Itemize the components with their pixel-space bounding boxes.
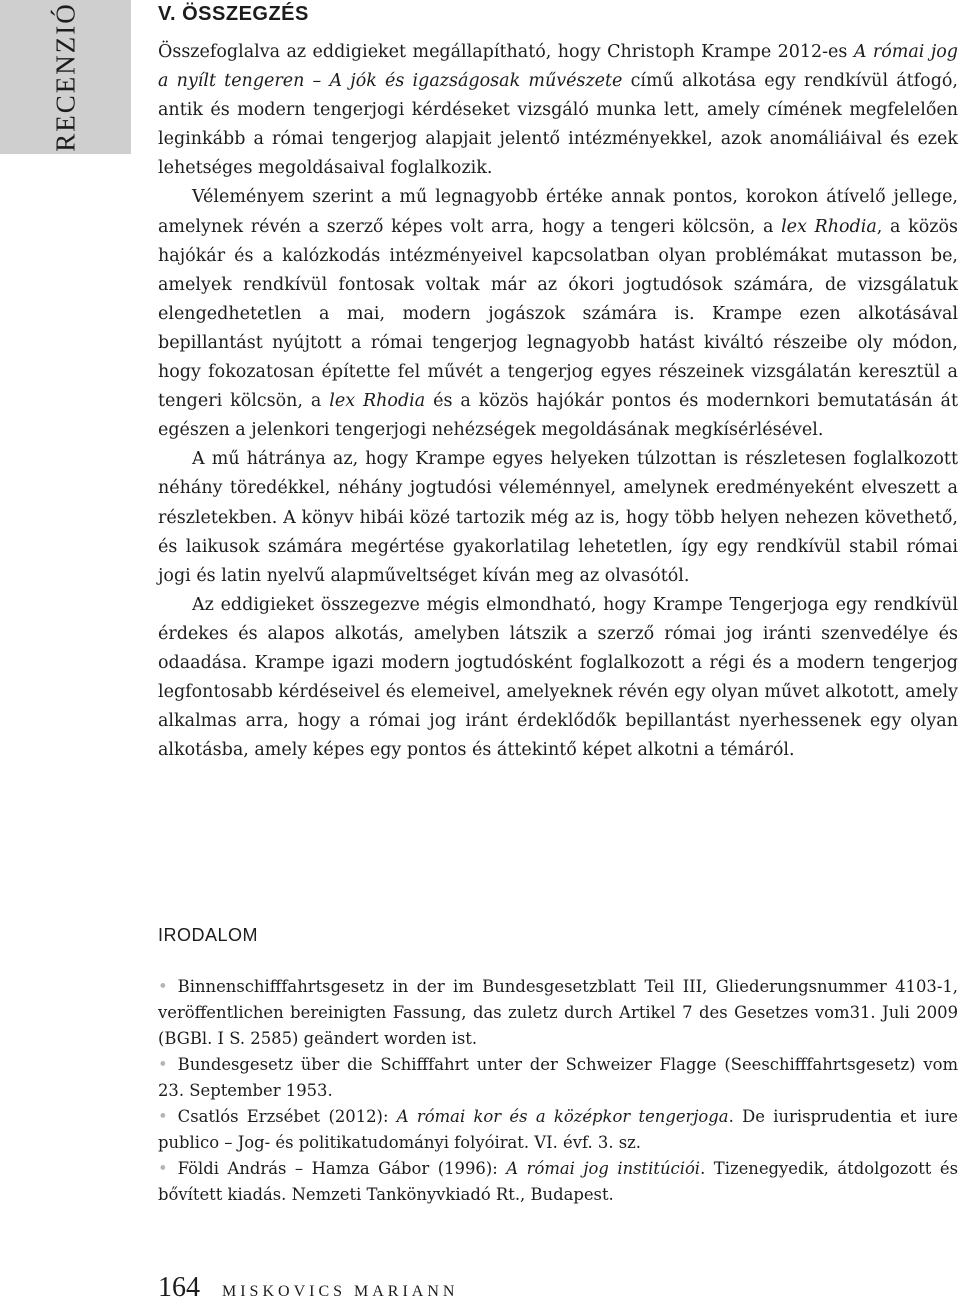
paragraph-4: Az eddigieket összegezve mégis elmondható, hogy Krampe Tengerjoga egy rendkívül érdekes és alapos alkotás, amelyben látszik a szerző római jog iránti szenvedélye és odaadása. Krampe igazi modern jogtudósként foglalkozott a régi és a modern tengerjog legfontosabb kérdéseivel és elemeivel, amelyeknek révén egy olyan művet alkotott, amely alkalmas arra, hogy a római jog iránt érdeklődők bepillantást nyerhessenek egy olyan alkotásba, amely képes egy pontos és áttekintő képet alkotni a témáról. bbox=[158, 594, 958, 761]
section-heading: V. ÖSSZEGZÉS bbox=[158, 3, 309, 25]
side-label: RECENZIÓ bbox=[50, 2, 81, 152]
references-heading: IRODALOM bbox=[158, 925, 259, 945]
page-number: 164 bbox=[158, 1272, 200, 1303]
paragraph-3: A mű hátránya az, hogy Krampe egyes helyeken túlzottan is részletesen foglalkozott néhány töredékkel, néhány jogtudósi véleménnyel, amelynek eredményeként elveszett a részletekben. A könyv hibái közé tartozik még az is, hogy több helyen nehezen követhető, és laikusok számára megértése gyakorlatilag lehetetlen, így egy rendkívül stabil római jogi és latin nyelvű alapműveltséget kíván meg az olvasótól. bbox=[158, 449, 958, 586]
author-name: MISKOVICS MARIANN bbox=[222, 1283, 459, 1300]
reference-item: • Bundesgesetz über die Schifffahrt unter der Schweizer Flagge (Seeschifffahrtsgesetz) vom 23. September 1953. bbox=[158, 1055, 958, 1100]
paragraph-1: Összefoglalva az eddigieket megállapítható, hogy Christoph Krampe 2012-es A római jog a nyílt tengeren – A jók és igazságosak művészete című alkotása egy rendkívül átfogó, antik és modern tengerjogi kérdéseket vizsgáló munka lett, amely címének megfelelően leginkább a római tengerjog alapjait jelentő intézményekkel, azok anomáliáival és ezek lehetséges megoldásaival foglalkozik. bbox=[158, 42, 958, 179]
main-content bbox=[158, 0, 958, 765]
paragraph-2: Véleményem szerint a mű legnagyobb értéke annak pontos, korokon átívelő jellege, amelynek révén a szerző képes volt arra, hogy a tengeri kölcsön, a lex Rhodia, a közös hajókár és a kalózkodás intézményeivel kapcsolatban olyan problémákat mutasson be, amelyek rendkívül fontosak voltak már az ókori jogtudósok számára, de vizsgálatuk elengedhetetlen a mai, modern jogászok számára is. Krampe ezen alkotásával bepillantást nyújtott a római tengerjog legnagyobb hatást kiváltó részeibe oly módon, hogy fokozatosan építette fel művét a tengerjog egyes részeinek vizsgálatán keresztül a tengeri kölcsön, a lex Rhodia és a közös hajókár pontos és modernkori bemutatásán át egészen a jelenkori tengerjogi nehézségek megoldásának megkísérlésével. bbox=[158, 187, 958, 441]
section-tab bbox=[0, 0, 131, 154]
reference-item: • Binnenschifffahrtsgesetz in der im Bundesgesetzblatt Teil III, Gliederungsnummer 4103-1, veröffentlichen bereinigten Fassung, das zuletz durch Artikel 7 des Gesetzes vom31. Juli 2009 (BGBl. I S. 2585) geändert worden ist. bbox=[158, 977, 958, 1048]
references-list bbox=[158, 974, 958, 1208]
bullet-icon: • bbox=[158, 1107, 168, 1126]
reference-item: • Földi András – Hamza Gábor (1996): A római jog institúciói. Tizenegyedik, átdolgozott és bővített kiadás. Nemzeti Tankönyvkiadó Rt., Budapest. bbox=[158, 1159, 959, 1204]
reference-item: • Csatlós Erzsébet (2012): A római kor és a középkor tengerjoga. De iurisprudentia et iure publico – Jog- és politikatudományi folyóirat. VI. évf. 3. sz. bbox=[158, 1107, 958, 1152]
bullet-icon: • bbox=[158, 977, 168, 996]
book-title: A római jog a nyílt tengeren – A jók és igazságosak művészete bbox=[158, 42, 958, 92]
page-footer bbox=[158, 1272, 458, 1304]
bullet-icon: • bbox=[158, 1159, 168, 1178]
bullet-icon: • bbox=[158, 1055, 168, 1074]
